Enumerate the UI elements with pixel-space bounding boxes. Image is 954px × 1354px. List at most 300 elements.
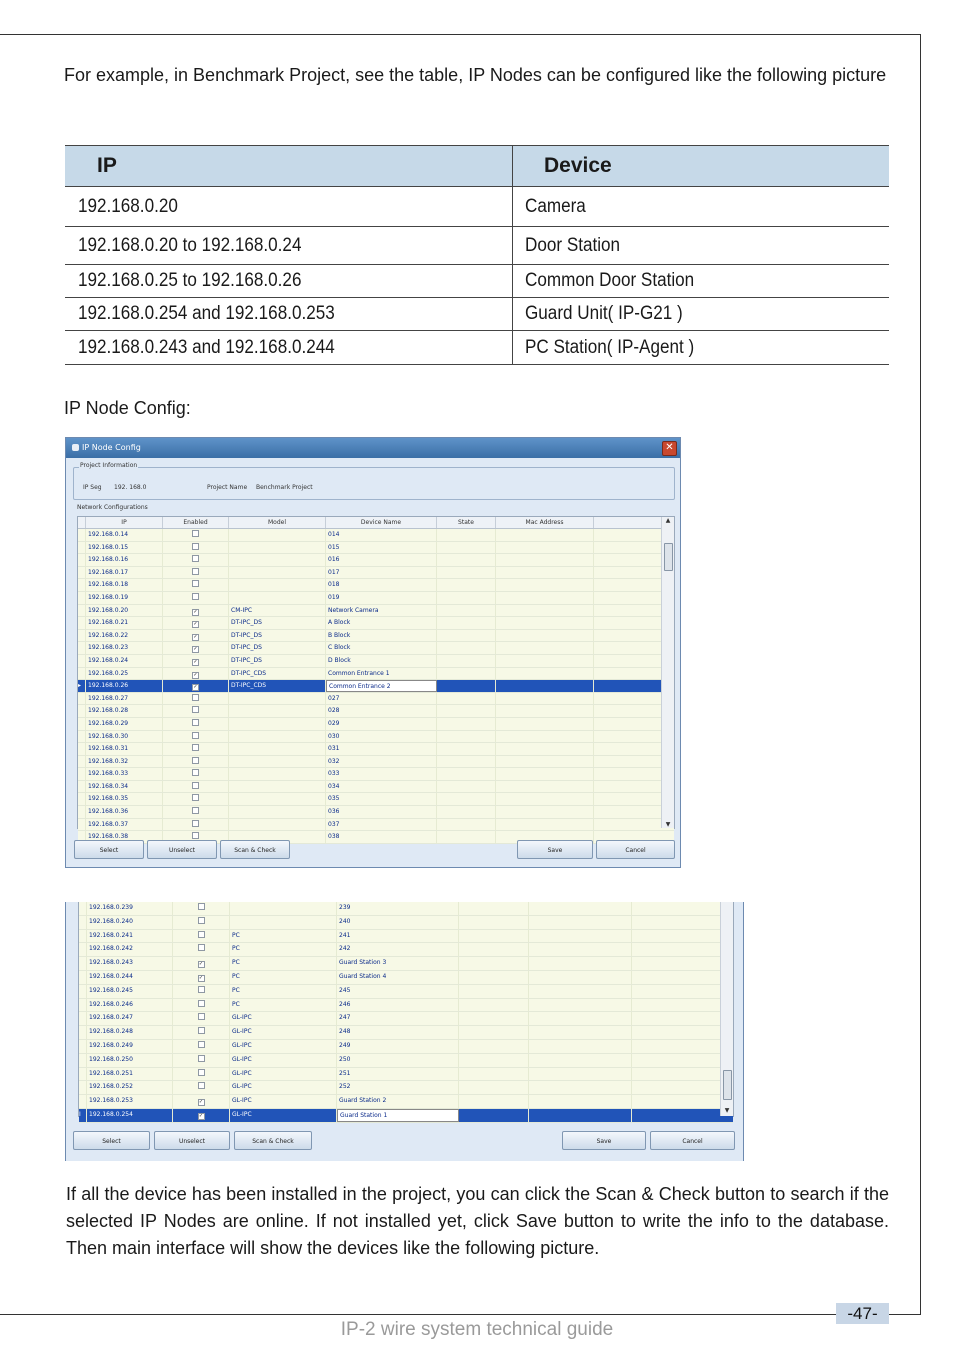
enabled-checkbox[interactable] — [198, 917, 205, 924]
cell-mac-address — [496, 705, 594, 717]
enabled-checkbox[interactable] — [192, 744, 199, 751]
cell-enabled — [163, 668, 229, 680]
scan-check-button[interactable]: Scan & Check — [220, 840, 290, 859]
network-grid[interactable] — [77, 516, 675, 841]
grid-row[interactable] — [78, 668, 674, 681]
cell-state — [437, 680, 496, 692]
cell-model: PC — [230, 943, 337, 956]
grid-row[interactable] — [78, 768, 674, 781]
cell-device-name: 038 — [326, 831, 437, 843]
cell-ip: 192.168.0.26 — [86, 680, 163, 692]
cell-enabled — [173, 943, 230, 956]
cell-filler — [632, 1095, 733, 1108]
cell-enabled — [163, 705, 229, 717]
grid-row[interactable] — [78, 642, 674, 655]
cell-filler — [632, 1081, 733, 1094]
grid-row[interactable] — [79, 1040, 733, 1054]
project-information-group — [73, 462, 675, 500]
cell-device-name: 016 — [326, 554, 437, 566]
cell-enabled — [163, 554, 229, 566]
cell-mac-address — [529, 1109, 632, 1122]
enabled-checkbox[interactable] — [192, 719, 199, 726]
scroll-thumb[interactable] — [723, 1070, 732, 1100]
cell-state — [459, 985, 529, 998]
cell-mac-address — [529, 1095, 632, 1108]
cell-enabled — [173, 1109, 230, 1122]
cell-model: PC — [230, 930, 337, 943]
page-border-bottom — [0, 1314, 921, 1315]
row-indicator — [78, 806, 86, 818]
row-indicator — [79, 1026, 87, 1039]
cell-filler — [632, 1054, 733, 1067]
cell-ip: 192.168.0.239 — [87, 902, 173, 915]
cell-ip: 192.168.0.247 — [87, 1012, 173, 1025]
cell-ip: 192.168.0.16 — [86, 554, 163, 566]
grid-row[interactable] — [78, 680, 674, 693]
cell-mac-address — [529, 916, 632, 929]
enabled-checkbox[interactable]: ✓ — [198, 961, 204, 968]
row-indicator — [78, 554, 86, 566]
enabled-checkbox[interactable]: ✓ — [193, 658, 198, 665]
grid-header — [78, 517, 674, 529]
cell-state — [437, 605, 496, 617]
table-row — [65, 331, 889, 365]
cell-ip: 192.168.0.248 — [87, 1026, 173, 1039]
cell-ip: 192.168.0.35 — [86, 793, 163, 805]
grid-row[interactable] — [78, 529, 674, 542]
enabled-checkbox[interactable] — [192, 568, 199, 575]
cell-device-name: 017 — [326, 567, 437, 579]
grid-row[interactable] — [79, 930, 733, 944]
grid-row[interactable] — [79, 1095, 733, 1109]
cell-filler — [632, 943, 733, 956]
cell-device-name: 252 — [337, 1081, 459, 1094]
grid-row[interactable] — [78, 718, 674, 731]
grid-row[interactable] — [79, 957, 733, 971]
enabled-checkbox[interactable]: ✓ — [198, 1112, 204, 1119]
cancel-button[interactable]: Cancel — [596, 840, 675, 859]
enabled-checkbox[interactable] — [198, 986, 205, 993]
enabled-checkbox[interactable] — [198, 1000, 205, 1007]
cell-ip: 192.168.0.17 — [86, 567, 163, 579]
table-cell-device: PC Station( IP-Agent ) — [525, 336, 695, 358]
cell-ip: 192.168.0.25 — [86, 668, 163, 680]
cell-state — [459, 1109, 529, 1122]
enabled-checkbox[interactable] — [192, 782, 199, 789]
cell-ip: 192.168.0.23 — [86, 642, 163, 654]
enabled-checkbox[interactable] — [192, 555, 199, 562]
scroll-down-icon[interactable]: ▼ — [724, 1107, 730, 1114]
footer-title: IP-2 wire system technical guide — [340, 1319, 614, 1340]
cell-model: GL-IPC — [230, 1026, 337, 1039]
enabled-checkbox[interactable] — [198, 1055, 205, 1062]
cell-device-name: Guard Station 2 — [337, 1095, 459, 1108]
cell-ip: 192.168.0.15 — [86, 542, 163, 554]
enabled-checkbox[interactable] — [198, 944, 205, 951]
cell-mac-address — [496, 806, 594, 818]
cell-device-name: 240 — [337, 916, 459, 929]
column-enabled[interactable]: Enabled — [163, 517, 229, 528]
cell-enabled — [163, 743, 229, 755]
app-icon — [72, 444, 79, 451]
enabled-checkbox[interactable] — [198, 903, 205, 910]
cell-mac-address — [496, 819, 594, 831]
cell-state — [437, 756, 496, 768]
grid-row[interactable] — [78, 630, 674, 643]
cell-state — [437, 705, 496, 717]
ip-node-config-caption: IP Node Config: — [64, 398, 191, 418]
cell-device-name: 035 — [326, 793, 437, 805]
row-indicator — [78, 793, 86, 805]
cell-state — [437, 617, 496, 629]
cell-ip: 192.168.0.36 — [86, 806, 163, 818]
enabled-checkbox[interactable] — [192, 580, 199, 587]
cell-state — [459, 902, 529, 915]
enabled-checkbox[interactable] — [198, 1027, 205, 1034]
cell-model — [229, 554, 326, 566]
cell-model: DT-IPC_DS — [229, 630, 326, 642]
vertical-scrollbar[interactable] — [720, 902, 733, 1116]
enabled-checkbox[interactable] — [198, 1069, 205, 1076]
column-model[interactable]: Model — [229, 517, 326, 528]
cell-ip: 192.168.0.240 — [87, 916, 173, 929]
row-indicator — [78, 655, 86, 667]
cell-state — [459, 1054, 529, 1067]
enabled-checkbox[interactable]: ✓ — [193, 633, 198, 640]
cell-mac-address — [529, 999, 632, 1012]
cell-state — [437, 642, 496, 654]
unselect-button[interactable]: Unselect — [147, 840, 217, 859]
enabled-checkbox[interactable] — [192, 807, 199, 814]
grid-row[interactable] — [79, 1012, 733, 1026]
grid-row[interactable] — [78, 756, 674, 769]
cell-enabled — [173, 1054, 230, 1067]
row-indicator — [78, 668, 86, 680]
table-row — [65, 187, 889, 227]
enabled-checkbox[interactable] — [192, 593, 199, 600]
ip-seg-value: 192. 168.0 — [114, 484, 147, 491]
cell-filler — [632, 902, 733, 915]
scan-check-button[interactable]: Scan & Check — [234, 1131, 312, 1150]
cell-state — [459, 1095, 529, 1108]
cell-ip: 192.168.0.30 — [86, 731, 163, 743]
window-titlebar[interactable] — [66, 438, 680, 458]
cell-mac-address — [496, 768, 594, 780]
table-row — [65, 227, 889, 265]
enabled-checkbox[interactable] — [192, 530, 199, 537]
intro-paragraph: For example, in Benchmark Project, see the table, IP Nodes can be configured like the following picture — [64, 65, 887, 85]
cell-mac-address — [529, 1026, 632, 1039]
cell-device-name[interactable]: Guard Station 1 — [337, 1109, 459, 1122]
cell-ip: 192.168.0.22 — [86, 630, 163, 642]
vertical-scrollbar[interactable] — [661, 517, 674, 828]
cell-ip: 192.168.0.254 — [87, 1109, 173, 1122]
cell-enabled — [163, 655, 229, 667]
cell-filler — [632, 985, 733, 998]
cell-device-name: 036 — [326, 806, 437, 818]
cell-device-name: 034 — [326, 781, 437, 793]
page-border-right — [920, 34, 921, 1315]
scroll-down-icon[interactable]: ▼ — [665, 821, 671, 828]
grid-row[interactable] — [79, 985, 733, 999]
cell-mac-address — [496, 567, 594, 579]
cell-model — [229, 793, 326, 805]
cell-ip: 192.168.0.245 — [87, 985, 173, 998]
window-title: IP Node Config — [82, 443, 141, 452]
cell-filler — [632, 916, 733, 929]
cell-state — [459, 916, 529, 929]
cell-ip: 192.168.0.34 — [86, 781, 163, 793]
enabled-checkbox[interactable] — [192, 706, 199, 713]
cell-enabled — [173, 999, 230, 1012]
cell-mac-address — [496, 529, 594, 541]
cell-filler — [632, 1109, 733, 1122]
enabled-checkbox[interactable] — [192, 769, 199, 776]
select-button[interactable]: Select — [73, 1131, 150, 1150]
cell-device-name: 027 — [326, 693, 437, 705]
cell-enabled — [163, 642, 229, 654]
select-button[interactable]: Select — [74, 840, 144, 859]
cell-model: GL-IPC — [230, 1095, 337, 1108]
grid-row[interactable] — [79, 916, 733, 930]
grid-row[interactable] — [78, 567, 674, 580]
enabled-checkbox[interactable]: ✓ — [198, 1099, 204, 1106]
cell-state — [459, 957, 529, 970]
cell-model: GL-IPC — [230, 1054, 337, 1067]
enabled-checkbox[interactable] — [198, 1082, 205, 1089]
cell-filler — [632, 971, 733, 984]
enabled-checkbox[interactable] — [192, 757, 199, 764]
cell-enabled — [163, 579, 229, 591]
column-device-name[interactable]: Device Name — [326, 517, 437, 528]
grid-row[interactable] — [78, 579, 674, 592]
cell-device-name: 029 — [326, 718, 437, 730]
cell-state — [459, 999, 529, 1012]
cell-mac-address — [496, 793, 594, 805]
enabled-checkbox[interactable] — [192, 832, 199, 839]
close-icon[interactable]: ✕ — [662, 441, 677, 456]
row-indicator — [79, 1054, 87, 1067]
grid-row[interactable] — [79, 1054, 733, 1068]
row-indicator — [78, 693, 86, 705]
grid-row[interactable] — [78, 743, 674, 756]
enabled-checkbox[interactable]: ✓ — [193, 621, 198, 628]
cell-mac-address — [496, 579, 594, 591]
column-ip[interactable]: IP — [86, 517, 163, 528]
row-indicator — [78, 756, 86, 768]
project-name-label: Project Name — [207, 484, 248, 491]
cell-enabled — [163, 768, 229, 780]
cell-ip: 192.168.0.24 — [86, 655, 163, 667]
network-grid-scrolled[interactable] — [78, 902, 734, 1117]
cell-enabled — [163, 781, 229, 793]
cell-mac-address — [496, 781, 594, 793]
cell-device-name: 031 — [326, 743, 437, 755]
cell-filler — [632, 999, 733, 1012]
row-indicator — [79, 1081, 87, 1094]
cell-mac-address — [529, 943, 632, 956]
cell-state — [437, 668, 496, 680]
grid-row[interactable] — [79, 999, 733, 1013]
cell-state — [459, 930, 529, 943]
cell-enabled — [163, 793, 229, 805]
cell-device-name: Guard Station 4 — [337, 971, 459, 984]
cell-device-name: Common Entrance 1 — [326, 668, 437, 680]
enabled-checkbox[interactable] — [192, 820, 199, 827]
grid-row[interactable] — [79, 1109, 733, 1123]
enabled-checkbox[interactable]: ✓ — [198, 974, 204, 981]
cell-mac-address — [496, 680, 594, 692]
grid-row[interactable] — [79, 902, 733, 916]
cell-enabled — [163, 542, 229, 554]
unselect-button[interactable]: Unselect — [154, 1131, 230, 1150]
enabled-checkbox[interactable] — [198, 931, 205, 938]
cell-model: PC — [230, 985, 337, 998]
grid-row[interactable] — [78, 819, 674, 832]
cell-model: DT-IPC_CDS — [229, 668, 326, 680]
table-cell-device: Common Door Station — [525, 270, 695, 291]
cell-device-name: 246 — [337, 999, 459, 1012]
column-mac-address[interactable]: Mac Address — [496, 517, 594, 528]
grid-row[interactable] — [79, 1026, 733, 1040]
cell-device-name: 245 — [337, 985, 459, 998]
scroll-up-icon[interactable]: ▲ — [665, 517, 671, 524]
save-button[interactable]: Save — [562, 1131, 646, 1150]
cell-enabled — [163, 617, 229, 629]
cell-device-name[interactable]: Common Entrance 2 — [326, 680, 437, 692]
row-indicator — [79, 999, 87, 1012]
grid-row[interactable] — [78, 554, 674, 567]
grid-row[interactable] — [78, 705, 674, 718]
cell-enabled — [163, 693, 229, 705]
cell-model — [229, 693, 326, 705]
cell-ip: 192.168.0.20 — [86, 605, 163, 617]
cell-state — [437, 819, 496, 831]
grid-row[interactable] — [78, 806, 674, 819]
cell-device-name: 032 — [326, 756, 437, 768]
cell-filler — [632, 957, 733, 970]
grid-header-indicator — [78, 517, 86, 528]
grid-row[interactable] — [78, 655, 674, 668]
cell-ip: 192.168.0.251 — [87, 1068, 173, 1081]
grid-row[interactable] — [78, 693, 674, 706]
table-header-row — [65, 146, 889, 187]
grid-row[interactable] — [78, 592, 674, 605]
cell-enabled — [163, 819, 229, 831]
scroll-thumb[interactable] — [664, 543, 673, 571]
cell-model — [229, 743, 326, 755]
grid-row[interactable] — [79, 1068, 733, 1082]
cell-device-name: 239 — [337, 902, 459, 915]
grid-row[interactable] — [78, 781, 674, 794]
grid-body — [79, 902, 733, 1123]
cell-enabled — [173, 902, 230, 915]
row-indicator — [78, 743, 86, 755]
cell-model: DT-IPC_CDS — [229, 680, 326, 692]
cell-state — [437, 529, 496, 541]
cell-model — [229, 592, 326, 604]
column-state[interactable]: State — [437, 517, 496, 528]
cell-ip: 192.168.0.242 — [87, 943, 173, 956]
grid-row[interactable] — [79, 943, 733, 957]
enabled-checkbox[interactable] — [198, 1013, 205, 1020]
cell-model: GL-IPC — [230, 1012, 337, 1025]
enabled-checkbox[interactable] — [192, 732, 199, 739]
cell-enabled — [163, 731, 229, 743]
row-indicator — [79, 985, 87, 998]
row-indicator — [79, 943, 87, 956]
cell-enabled — [173, 957, 230, 970]
enabled-checkbox[interactable] — [192, 794, 199, 801]
cell-mac-address — [496, 542, 594, 554]
table-cell-ip: 192.168.0.254 and 192.168.0.253 — [78, 303, 335, 324]
row-indicator — [78, 567, 86, 579]
cell-model — [229, 768, 326, 780]
enabled-checkbox[interactable] — [198, 1041, 205, 1048]
grid-row[interactable] — [78, 731, 674, 744]
cell-ip: 192.168.0.253 — [87, 1095, 173, 1108]
grid-row[interactable] — [79, 1081, 733, 1095]
cell-model — [230, 902, 337, 915]
row-indicator — [78, 731, 86, 743]
cell-state — [437, 793, 496, 805]
ip-seg-label: IP Seg — [83, 484, 102, 491]
cell-ip: 192.168.0.243 — [87, 957, 173, 970]
cell-ip: 192.168.0.19 — [86, 592, 163, 604]
grid-row[interactable] — [78, 617, 674, 630]
row-indicator — [79, 1012, 87, 1025]
enabled-checkbox[interactable]: ✓ — [193, 671, 198, 678]
cancel-button[interactable]: Cancel — [650, 1131, 735, 1150]
enabled-checkbox[interactable]: ✓ — [193, 646, 198, 653]
enabled-checkbox[interactable]: ✓ — [193, 684, 198, 691]
cell-enabled — [173, 916, 230, 929]
enabled-checkbox[interactable] — [192, 694, 199, 701]
grid-row[interactable] — [78, 605, 674, 618]
cell-enabled — [173, 1095, 230, 1108]
grid-row[interactable] — [78, 542, 674, 555]
cell-model: DT-IPC_DS — [229, 655, 326, 667]
enabled-checkbox[interactable]: ✓ — [193, 608, 198, 615]
cell-device-name: 249 — [337, 1040, 459, 1053]
row-indicator — [78, 592, 86, 604]
cell-model: DT-IPC_DS — [229, 642, 326, 654]
cell-mac-address — [529, 1081, 632, 1094]
row-indicator — [79, 1095, 87, 1108]
cell-device-name: Network Camera — [326, 605, 437, 617]
grid-row[interactable] — [79, 971, 733, 985]
grid-row[interactable] — [78, 793, 674, 806]
cell-device-name: 242 — [337, 943, 459, 956]
network-configurations-legend: Network Configurations — [77, 504, 148, 511]
cell-enabled — [173, 971, 230, 984]
cell-state — [459, 1081, 529, 1094]
row-indicator — [79, 916, 87, 929]
cell-mac-address — [496, 617, 594, 629]
cell-ip: 192.168.0.37 — [86, 819, 163, 831]
cell-ip: 192.168.0.241 — [87, 930, 173, 943]
cell-state — [437, 768, 496, 780]
cell-enabled — [163, 756, 229, 768]
cell-ip: 192.168.0.14 — [86, 529, 163, 541]
table-cell-device: Guard Unit( IP-G21 ) — [525, 303, 683, 324]
header-ip: IP — [65, 146, 513, 187]
row-indicator — [78, 819, 86, 831]
enabled-checkbox[interactable] — [192, 543, 199, 550]
cell-state — [437, 655, 496, 667]
save-button[interactable]: Save — [517, 840, 593, 859]
cell-state — [459, 971, 529, 984]
